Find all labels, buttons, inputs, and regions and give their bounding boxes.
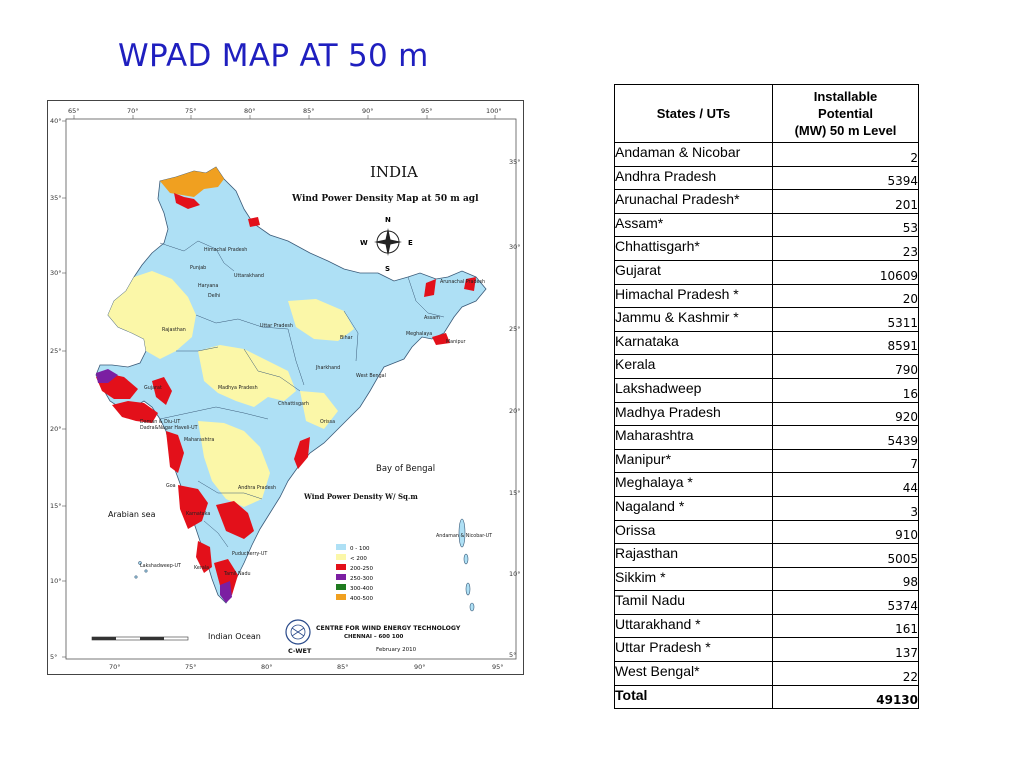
compass-n: N <box>385 216 391 224</box>
state-cell: Meghalaya * <box>615 473 773 497</box>
lat-label: 15° <box>50 502 62 510</box>
state-label: Orissa <box>320 420 336 425</box>
header-potential-line: Installable <box>813 89 878 104</box>
potential-cell: 44 <box>773 473 919 497</box>
state-cell: Uttar Pradesh * <box>615 638 773 662</box>
potential-cell: 5005 <box>773 544 919 568</box>
table-row <box>615 284 919 308</box>
sea-label-bengal: Bay of Bengal <box>376 464 436 474</box>
bottom-lon-labels <box>109 663 504 671</box>
state-label: Meghalaya <box>406 332 433 337</box>
potential-cell: 10609 <box>773 260 919 284</box>
state-label: Uttarakhand <box>234 274 264 279</box>
state-label: Andhra Pradesh <box>238 486 277 491</box>
state-cell: Andhra Pradesh <box>615 166 773 190</box>
right-lat-labels <box>509 158 521 659</box>
state-label: Madhya Pradesh <box>218 386 258 391</box>
table-header-row <box>615 85 919 143</box>
table-row <box>615 378 919 402</box>
potential-cell: 98 <box>773 567 919 591</box>
state-label: Maharashtra <box>184 438 215 443</box>
total-label: Total <box>615 685 773 709</box>
lat-label: 10° <box>509 570 521 578</box>
state-cell: Lakshadweep <box>615 378 773 402</box>
state-label: Dadra&Nagar Haveli-UT <box>140 426 198 431</box>
tn-purple-zone <box>220 581 232 603</box>
compass-s: S <box>385 265 391 273</box>
total-value: 49130 <box>773 685 919 709</box>
state-cell: Arunachal Pradesh* <box>615 190 773 214</box>
table-row <box>615 662 919 686</box>
header-states: States / UTs <box>615 85 773 143</box>
lon-label: 75° <box>185 107 197 115</box>
sea-label-arabian: Arabian sea <box>108 510 156 519</box>
state-label: Chhattisgarh <box>278 402 309 407</box>
state-cell: Uttarakhand * <box>615 614 773 638</box>
table-row <box>615 544 919 568</box>
lat-label: 20° <box>50 425 62 433</box>
table-row <box>615 426 919 450</box>
table-row <box>615 638 919 662</box>
state-label: Punjab <box>190 266 207 271</box>
lon-label: 95° <box>492 663 504 671</box>
lat-label: 15° <box>509 489 521 497</box>
potential-cell: 137 <box>773 638 919 662</box>
table-row <box>615 449 919 473</box>
table-row <box>615 143 919 167</box>
state-label: Manipur <box>446 340 466 345</box>
state-cell: Himachal Pradesh * <box>615 284 773 308</box>
cwet-logo <box>286 620 312 655</box>
state-label: Lakshadweep-UT <box>140 564 181 569</box>
legend-swatch-3 <box>336 574 346 580</box>
legend-label: 300-400 <box>350 586 373 592</box>
legend-title: Wind Power Density W/ Sq.m <box>304 492 418 501</box>
compass-e: E <box>408 239 413 247</box>
header-potential <box>773 85 919 143</box>
state-label: Karnataka <box>186 512 211 517</box>
lat-label: 25° <box>50 347 62 355</box>
map-date: February 2010 <box>376 647 417 653</box>
state-cell: West Bengal* <box>615 662 773 686</box>
state-cell: Manipur* <box>615 449 773 473</box>
state-cell: Tamil Nadu <box>615 591 773 615</box>
state-cell: Nagaland * <box>615 496 773 520</box>
total-row <box>615 685 919 709</box>
table-row <box>615 567 919 591</box>
potential-cell: 201 <box>773 190 919 214</box>
state-cell: Karnataka <box>615 331 773 355</box>
scale-bar <box>92 637 188 640</box>
state-cell: Assam* <box>615 213 773 237</box>
state-label: Tamil Nadu <box>224 572 251 577</box>
table-row <box>615 473 919 497</box>
state-cell: Jammu & Kashmir * <box>615 308 773 332</box>
state-label: Delhi <box>208 294 221 299</box>
potential-cell: 910 <box>773 520 919 544</box>
legend-label: < 200 <box>350 556 367 562</box>
legend-swatch-5 <box>336 594 346 600</box>
islands <box>135 519 474 611</box>
slide-title: WPAD MAP AT 50 m <box>118 38 429 74</box>
state-label: Puducherry-UT <box>232 552 268 557</box>
lat-label: 30° <box>50 269 62 277</box>
lat-label: 40° <box>50 117 62 125</box>
potential-cell: 5311 <box>773 308 919 332</box>
state-cell: Madhya Pradesh <box>615 402 773 426</box>
top-lon-labels <box>68 107 502 115</box>
table-row <box>615 237 919 261</box>
lat-label: 5° <box>50 653 58 661</box>
state-cell: Sikkim * <box>615 567 773 591</box>
lon-label: 70° <box>127 107 139 115</box>
table-row <box>615 402 919 426</box>
state-label: Kerala <box>194 566 210 571</box>
lon-label: 80° <box>261 663 273 671</box>
lon-label: 100° <box>486 107 502 115</box>
state-label: Andaman & Nicobar-UT <box>436 534 493 539</box>
state-cell: Kerala <box>615 355 773 379</box>
potential-cell: 20 <box>773 284 919 308</box>
map-canvas <box>48 101 523 674</box>
potential-cell: 16 <box>773 378 919 402</box>
potential-cell: 920 <box>773 402 919 426</box>
potential-cell: 2 <box>773 143 919 167</box>
lon-label: 65° <box>68 107 80 115</box>
state-cell: Chhattisgarh* <box>615 237 773 261</box>
left-lat-labels <box>50 117 62 661</box>
lon-label: 70° <box>109 663 121 671</box>
legend-label: 400-500 <box>350 596 373 602</box>
potential-cell: 790 <box>773 355 919 379</box>
state-cell: Maharashtra <box>615 426 773 450</box>
table-row <box>615 331 919 355</box>
table-row <box>615 496 919 520</box>
table-row <box>615 614 919 638</box>
header-potential-line: (MW) 50 m Level <box>794 123 897 138</box>
potential-cell: 8591 <box>773 331 919 355</box>
state-label: Bihar <box>340 336 353 341</box>
state-label: Himachal Pradesh <box>204 248 248 253</box>
lon-label: 80° <box>244 107 256 115</box>
lat-label: 10° <box>50 577 62 585</box>
table-row <box>615 591 919 615</box>
org-name: CENTRE FOR WIND ENERGY TECHNOLOGY <box>316 625 461 632</box>
legend-swatch-2 <box>336 564 346 570</box>
map-title: INDIA <box>370 163 418 181</box>
potential-cell: 7 <box>773 449 919 473</box>
state-label: Arunachal Pradesh <box>440 280 486 285</box>
india-wind-map <box>47 100 524 675</box>
state-cell: Rajasthan <box>615 544 773 568</box>
table-row <box>615 190 919 214</box>
state-label: Haryana <box>198 284 219 289</box>
table-row <box>615 520 919 544</box>
potential-cell: 5394 <box>773 166 919 190</box>
legend-label: 200-250 <box>350 566 373 572</box>
state-label: Assam <box>424 316 440 321</box>
map-subtitle: Wind Power Density Map at 50 m agl <box>292 194 479 204</box>
state-cell: Gujarat <box>615 260 773 284</box>
state-label: Jharkhand <box>316 366 341 371</box>
table-row <box>615 260 919 284</box>
compass-w: W <box>360 239 368 247</box>
state-label: Gujarat <box>144 386 162 391</box>
potential-cell: 5439 <box>773 426 919 450</box>
legend-label: 0 - 100 <box>350 546 370 552</box>
lon-label: 85° <box>337 663 349 671</box>
sea-label-indian: Indian Ocean <box>208 632 261 641</box>
state-label: Goa <box>166 484 176 489</box>
legend-swatch-0 <box>336 544 346 550</box>
state-label: West Bengal <box>356 374 386 379</box>
potential-cell: 5374 <box>773 591 919 615</box>
state-cell: Andaman & Nicobar <box>615 143 773 167</box>
potential-table <box>614 84 919 709</box>
state-label: Daman & Diu-UT <box>140 420 181 425</box>
legend-label: 250-300 <box>350 576 373 582</box>
lat-label: 20° <box>509 407 521 415</box>
table-row <box>615 166 919 190</box>
table-row <box>615 355 919 379</box>
potential-cell: 23 <box>773 237 919 261</box>
legend-swatch-4 <box>336 584 346 590</box>
potential-cell: 161 <box>773 614 919 638</box>
lon-label: 95° <box>421 107 433 115</box>
table-row <box>615 308 919 332</box>
map-legend <box>336 544 373 602</box>
potential-cell: 3 <box>773 496 919 520</box>
state-label: Rajasthan <box>162 328 186 333</box>
lat-label: 35° <box>50 194 62 202</box>
lat-label: 30° <box>509 243 521 251</box>
lon-label: 90° <box>414 663 426 671</box>
org-address: CHENNAI – 600 100 <box>344 634 404 640</box>
lon-label: 85° <box>303 107 315 115</box>
lon-label: 90° <box>362 107 374 115</box>
lat-label: 5° <box>509 651 517 659</box>
state-cell: Orissa <box>615 520 773 544</box>
lat-label: 25° <box>509 325 521 333</box>
table-row <box>615 213 919 237</box>
potential-cell: 22 <box>773 662 919 686</box>
lat-label: 35° <box>509 158 521 166</box>
lon-label: 75° <box>185 663 197 671</box>
potential-cell: 53 <box>773 213 919 237</box>
state-label: Uttar Pradesh <box>260 324 293 329</box>
legend-swatch-1 <box>336 554 346 560</box>
header-potential-line: Potential <box>818 106 873 121</box>
logo-text: C-WET <box>288 647 312 655</box>
compass-rose <box>360 216 413 273</box>
